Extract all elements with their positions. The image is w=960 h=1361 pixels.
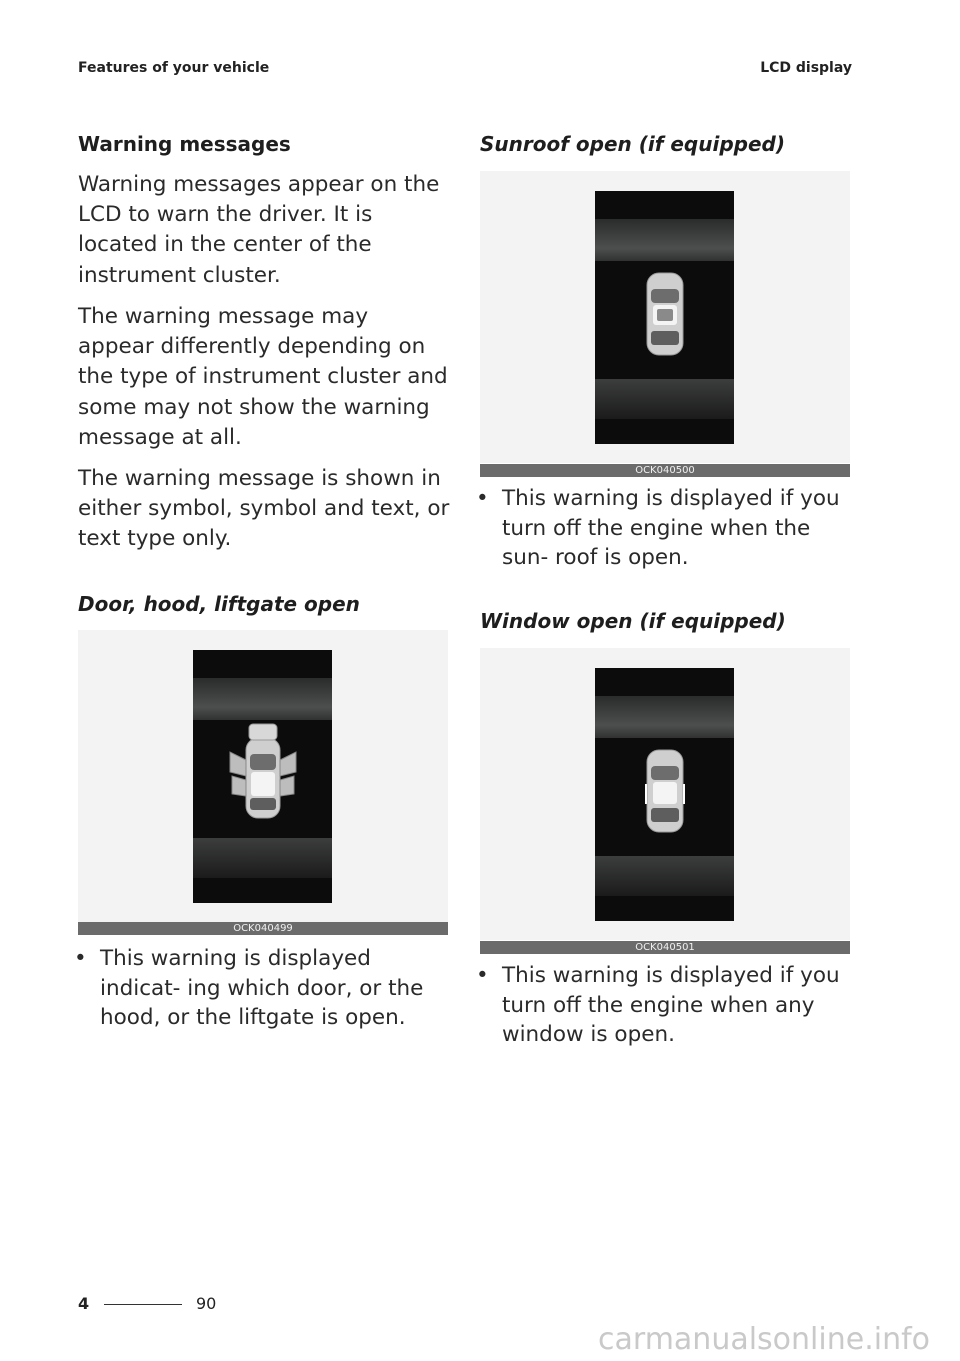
paragraph-2: The warning message may appear differently depending on the type of instrument cluster and some may not show the warning message at all. bbox=[78, 304, 448, 450]
lcd-screen bbox=[595, 191, 734, 444]
section-title: Warning messages bbox=[78, 132, 291, 156]
lcd-screen bbox=[595, 668, 734, 921]
paragraph-3: The warning message is shown in either symbol, symbol and text, or text type only. bbox=[78, 466, 450, 552]
figure-caption: OCK040500 bbox=[480, 464, 850, 477]
sunroof-open-figure bbox=[480, 171, 850, 463]
running-header-section: Features of your vehicle bbox=[78, 60, 270, 76]
bullet-dot: • bbox=[74, 946, 87, 971]
door-open-figure bbox=[78, 630, 448, 922]
door-hood-liftgate-heading: Door, hood, liftgate open bbox=[78, 592, 360, 616]
figure-caption: OCK040501 bbox=[480, 941, 850, 954]
bullet-text: This warning is displayed if you turn off the engine when any window is open. bbox=[502, 963, 840, 1047]
car-sunroof-icon bbox=[635, 269, 695, 359]
bullet-text: This warning is displayed indicat- ing which door, or the hood, or the liftgate is open. bbox=[100, 946, 424, 1030]
footer-rule bbox=[104, 1304, 182, 1305]
sunroof-open-heading: Sunroof open (if equipped) bbox=[480, 132, 785, 156]
car-doors-open-icon bbox=[218, 720, 308, 830]
bullet-text: This warning is displayed if you turn off the engine when the sun- roof is open. bbox=[502, 486, 840, 570]
chapter-number: 4 bbox=[78, 1294, 90, 1313]
watermark: carmanualsonline.info bbox=[598, 1322, 930, 1357]
figure-caption: OCK040499 bbox=[78, 922, 448, 935]
paragraph-1: Warning messages appear on the LCD to warn the driver. It is located in the center of the instrument cluster. bbox=[78, 172, 440, 288]
lcd-screen bbox=[193, 650, 332, 903]
page-number: 90 bbox=[196, 1294, 217, 1313]
running-header-topic: LCD display bbox=[760, 60, 852, 76]
window-open-figure bbox=[480, 648, 850, 940]
bullet-dot: • bbox=[476, 963, 489, 988]
car-window-icon bbox=[635, 746, 695, 836]
bullet-dot: • bbox=[476, 486, 489, 511]
window-open-heading: Window open (if equipped) bbox=[480, 609, 786, 633]
